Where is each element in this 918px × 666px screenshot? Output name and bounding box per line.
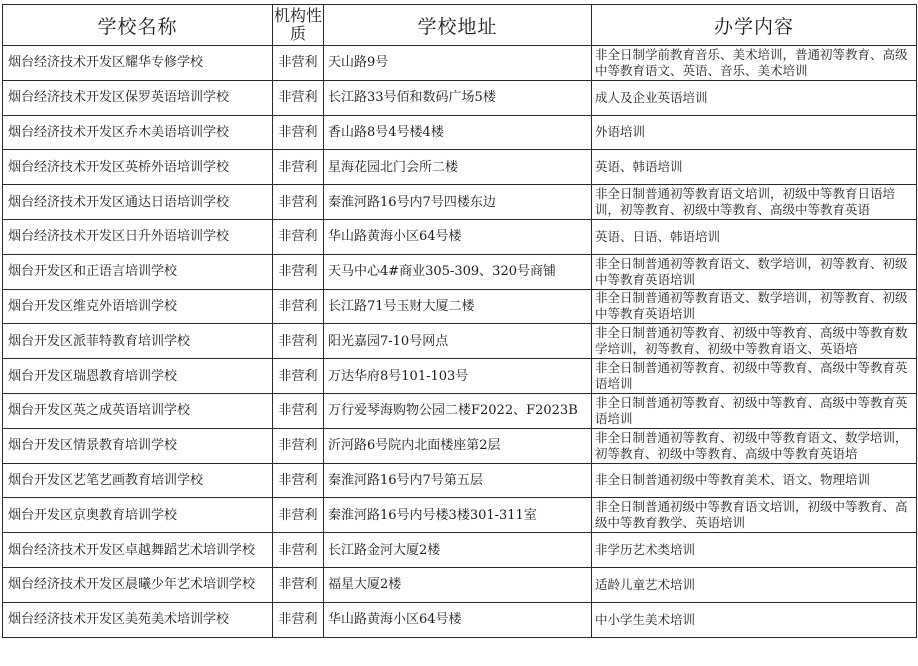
nature-cell: 非营利 xyxy=(273,602,324,637)
address-cell: 香山路8号4号楼4楼 xyxy=(324,115,592,150)
table-row xyxy=(3,46,917,81)
table-row xyxy=(3,219,917,254)
content-cell xyxy=(592,324,917,359)
school-name-cell: 烟台经济技术开发区日升外语培训学校 xyxy=(3,219,273,254)
nature-cell: 非营利 xyxy=(273,115,324,150)
address-cell: 沂河路6号院内北面楼座第2层 xyxy=(324,428,592,463)
table-row xyxy=(3,115,917,150)
school-name-cell: 烟台经济技术开发区保罗英语培训学校 xyxy=(3,80,273,115)
header-nature: 机构性质 xyxy=(273,5,324,46)
school-name-cell: 烟台经济技术开发区晨曦少年艺术培训学校 xyxy=(3,567,273,602)
address-cell: 阳光嘉园7-10号网点 xyxy=(324,324,592,359)
content-text: 外语培训 xyxy=(595,124,646,140)
table-row xyxy=(3,185,917,220)
content-cell xyxy=(592,150,917,185)
nature-cell: 非营利 xyxy=(273,289,324,324)
address-cell: 星海花园北门会所二楼 xyxy=(324,150,592,185)
table-row xyxy=(3,498,917,533)
content-cell xyxy=(592,393,917,428)
content-cell xyxy=(592,498,917,533)
school-name-cell: 烟台经济技术开发区卓越舞蹈艺术培训学校 xyxy=(3,533,273,568)
content-cell xyxy=(592,428,917,463)
address-cell: 长江路71号玉财大厦二楼 xyxy=(324,289,592,324)
header-address: 学校地址 xyxy=(324,5,592,46)
address-cell: 华山路黄海小区64号楼 xyxy=(324,219,592,254)
nature-cell: 非营利 xyxy=(273,46,324,81)
address-cell: 华山路黄海小区64号楼 xyxy=(324,602,592,637)
nature-cell: 非营利 xyxy=(273,185,324,220)
nature-cell: 非营利 xyxy=(273,324,324,359)
school-name-cell: 烟台开发区派菲特教育培训学校 xyxy=(3,324,273,359)
header-content: 办学内容 xyxy=(592,5,917,46)
nature-cell: 非营利 xyxy=(273,567,324,602)
address-cell: 长江路33号佰和数码广场5楼 xyxy=(324,80,592,115)
content-text: 非学历艺术类培训 xyxy=(595,542,696,558)
content-cell xyxy=(592,359,917,394)
table-row xyxy=(3,359,917,394)
school-name-cell: 烟台开发区艺笔艺画教育培训学校 xyxy=(3,463,273,498)
table-row xyxy=(3,602,917,637)
table-row xyxy=(3,567,917,602)
content-cell xyxy=(592,46,917,81)
nature-cell: 非营利 xyxy=(273,428,324,463)
content-text: 非全日制普通初级中等教育美术、语文、物理培训 xyxy=(595,472,871,488)
content-cell xyxy=(592,219,917,254)
address-cell: 福星大厦2楼 xyxy=(324,567,592,602)
content-text: 非全日制普通初等教育、初级中等教育、高级中等教育英语培训 xyxy=(595,360,908,392)
content-text: 非全日制普通初等教育、初级中等教育、高级中等教育数学培训，初等教育、初级中等教育语文、英语培 xyxy=(595,325,908,357)
table-row xyxy=(3,324,917,359)
nature-cell: 非营利 xyxy=(273,359,324,394)
content-cell xyxy=(592,80,917,115)
school-table xyxy=(2,4,917,638)
school-name-cell: 烟台经济技术开发区通达日语培训学校 xyxy=(3,185,273,220)
content-text: 成人及企业英语培训 xyxy=(595,89,708,105)
table-row xyxy=(3,463,917,498)
content-text: 中小学生美术培训 xyxy=(595,611,696,627)
header-school-name: 学校名称 xyxy=(3,5,273,46)
school-name-cell: 烟台开发区京奥教育培训学校 xyxy=(3,498,273,533)
content-text: 英语、日语、韩语培训 xyxy=(595,228,721,244)
content-text: 非全日制普通初等教育、初级中等教育语文、数学培训，初等教育、初级中等教育、高级中等教育英语培 xyxy=(595,429,908,461)
content-cell xyxy=(592,602,917,637)
address-cell: 万达华府8号101-103号 xyxy=(324,359,592,394)
school-name-cell: 烟台开发区英之成英语培训学校 xyxy=(3,393,273,428)
school-name-cell: 烟台开发区维克外语培训学校 xyxy=(3,289,273,324)
content-text: 非全日制普通初级中等教育语文培训，初级中等教育、高级中等教育教学、英语培训 xyxy=(595,499,908,531)
content-text: 非全日制普通初等教育语文、数学培训，初等教育、初级中等教育英语培训 xyxy=(595,255,908,287)
content-cell xyxy=(592,185,917,220)
address-cell: 秦淮河路16号内号楼3楼301-311室 xyxy=(324,498,592,533)
school-name-cell: 烟台经济技术开发区英桥外语培训学校 xyxy=(3,150,273,185)
table-row xyxy=(3,289,917,324)
table-row xyxy=(3,80,917,115)
table-row xyxy=(3,533,917,568)
address-cell: 长江路金河大厦2楼 xyxy=(324,533,592,568)
content-cell xyxy=(592,115,917,150)
table-body xyxy=(3,46,917,638)
content-text: 适龄儿童艺术培训 xyxy=(595,576,696,592)
nature-cell: 非营利 xyxy=(273,219,324,254)
school-name-cell: 烟台开发区瑞恩教育培训学校 xyxy=(3,359,273,394)
address-cell: 秦淮河路16号内7号第五层 xyxy=(324,463,592,498)
table-row xyxy=(3,393,917,428)
content-cell xyxy=(592,567,917,602)
content-cell xyxy=(592,533,917,568)
address-cell: 万行爱琴海购物公园二楼F2022、F2023B xyxy=(324,393,592,428)
nature-cell: 非营利 xyxy=(273,463,324,498)
nature-cell: 非营利 xyxy=(273,150,324,185)
table-row xyxy=(3,428,917,463)
address-cell: 秦淮河路16号内7号四楼东边 xyxy=(324,185,592,220)
school-name-cell: 烟台经济技术开发区乔木美语培训学校 xyxy=(3,115,273,150)
nature-cell: 非营利 xyxy=(273,498,324,533)
content-cell xyxy=(592,254,917,289)
content-text: 英语、韩语培训 xyxy=(595,159,683,175)
content-text: 非全日制普通初等教育、初级中等教育、高级中等教育英语培训 xyxy=(595,394,908,426)
nature-cell: 非营利 xyxy=(273,80,324,115)
school-name-cell: 烟台开发区情景教育培训学校 xyxy=(3,428,273,463)
content-cell xyxy=(592,289,917,324)
content-text: 非全日制学前教育音乐、美术培训，普通初等教育、高级中等教育语文、英语、音乐、美术培训 xyxy=(595,46,908,78)
content-text: 非全日制普通初等教育语文、数学培训，初等教育、初级中等教育英语培训 xyxy=(595,290,908,322)
nature-cell: 非营利 xyxy=(273,393,324,428)
nature-cell: 非营利 xyxy=(273,533,324,568)
table-row xyxy=(3,254,917,289)
address-cell: 天马中心4#商业305-309、320号商铺 xyxy=(324,254,592,289)
school-name-cell: 烟台经济技术开发区耀华专修学校 xyxy=(3,46,273,81)
table-header xyxy=(3,5,917,46)
nature-cell: 非营利 xyxy=(273,254,324,289)
school-name-cell: 烟台开发区和正语言培训学校 xyxy=(3,254,273,289)
address-cell: 天山路9号 xyxy=(324,46,592,81)
content-text: 非全日制普通初等教育语文培训，初级中等教育日语培训，初等教育、初级中等教育、高级中等教育英语 xyxy=(595,186,896,218)
content-cell xyxy=(592,463,917,498)
table-row xyxy=(3,150,917,185)
school-name-cell: 烟台经济技术开发区美苑美术培训学校 xyxy=(3,602,273,637)
